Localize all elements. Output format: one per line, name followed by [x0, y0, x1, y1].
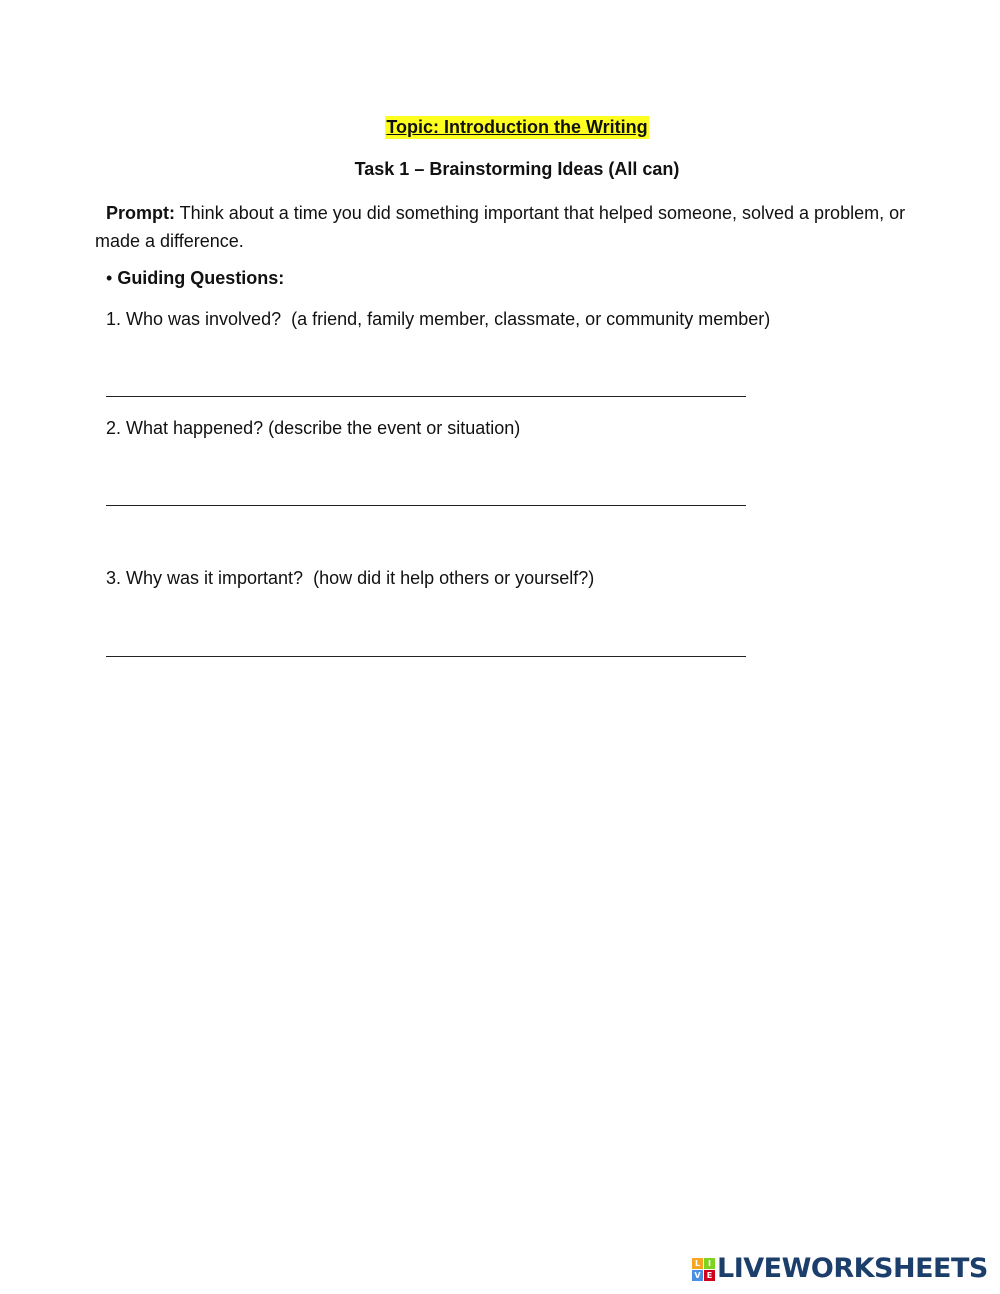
logo-wordmark: LIVEWORKSHEETS [717, 1253, 988, 1284]
question-1: 1. Who was involved? (a friend, family member, classmate, or community member) [106, 309, 771, 329]
logo-letter-v: V [692, 1270, 703, 1281]
answer-line-3[interactable] [106, 656, 746, 657]
prompt-paragraph [95, 199, 935, 255]
guiding-questions-heading [106, 268, 284, 289]
logo-letter-l: L [692, 1258, 703, 1269]
answer-line-2[interactable] [106, 505, 746, 506]
bullet: • [106, 268, 118, 288]
prompt-text: Think about a time you did something important that helped someone, solved a problem, or made a difference. [95, 203, 906, 251]
question-3: 3. Why was it important? (how did it help others or yourself?) [106, 568, 595, 588]
topic-heading [0, 117, 1000, 138]
prompt-label: Prompt: [106, 203, 175, 223]
task-title: Task 1 – Brainstorming Ideas (All can) [354, 159, 680, 179]
liveworksheets-logo [692, 1254, 988, 1284]
logo-letter-i: I [704, 1258, 715, 1269]
answer-line-1[interactable] [106, 396, 746, 397]
topic-highlighted-text: Topic: Introduction the Writing [386, 117, 648, 137]
guiding-questions-label: Guiding Questions: [117, 268, 285, 288]
question-2: 2. What happened? (describe the event or situation) [106, 418, 521, 438]
logo-letter-e: E [704, 1270, 715, 1281]
liveworksheets-logo-icon [692, 1258, 715, 1281]
